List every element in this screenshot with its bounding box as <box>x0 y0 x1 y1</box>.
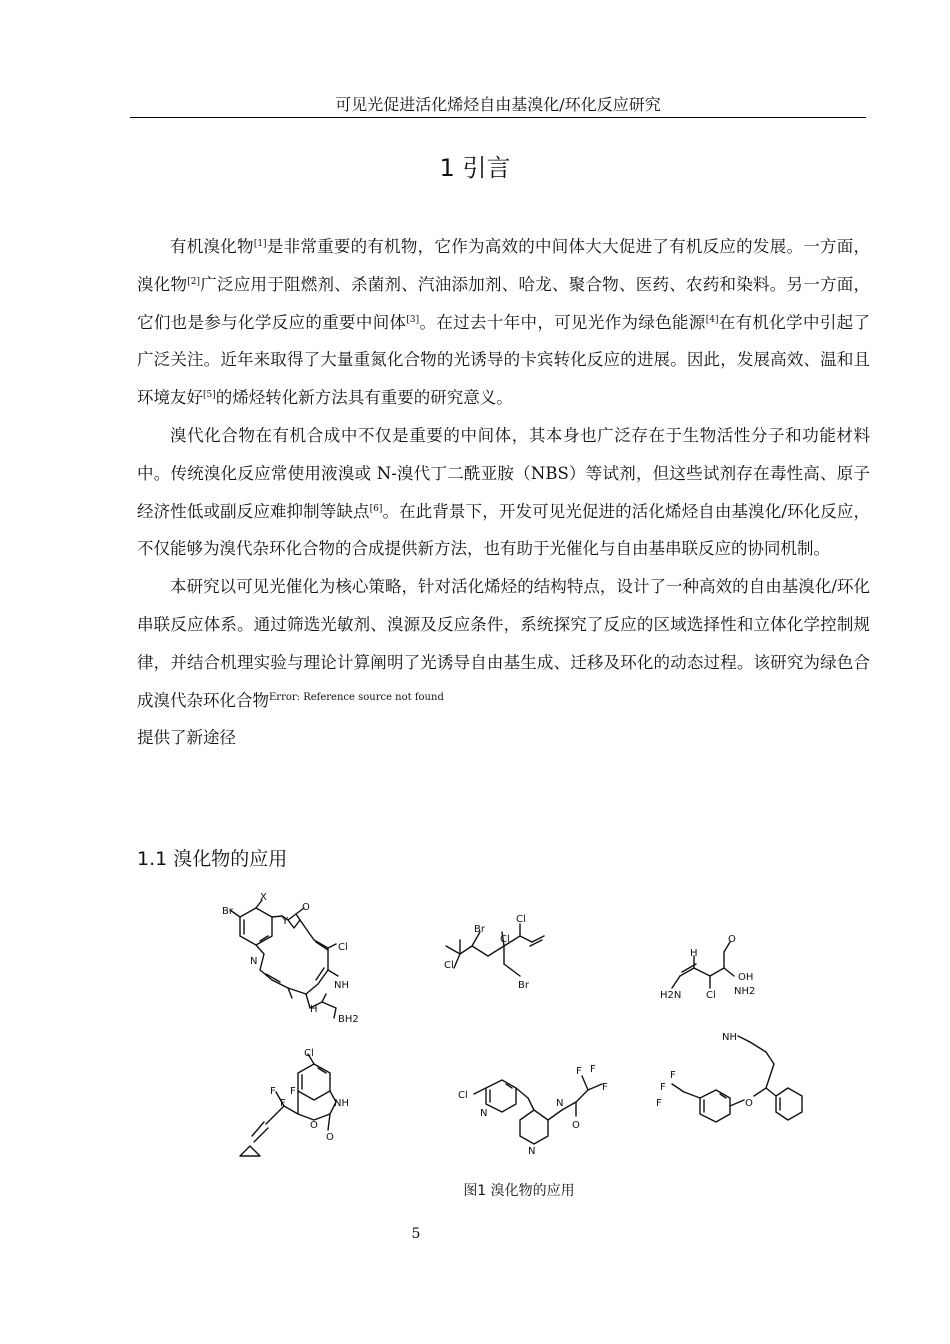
header-rule <box>130 117 866 118</box>
atom-label: Y <box>282 916 289 927</box>
atom-label: N <box>250 956 258 967</box>
molecule-benzoxazinone <box>240 1054 336 1156</box>
atom-label: Cl <box>338 942 348 953</box>
text-run: 。在过去十年中，可见光作为绿色能源 <box>419 312 706 332</box>
paragraph-2 <box>137 417 870 568</box>
atom-label: H <box>310 1004 318 1015</box>
atom-label: Cl <box>500 934 510 945</box>
citation-ref: [4] <box>705 314 719 325</box>
atom-label: OH <box>738 972 754 983</box>
atom-label: Br <box>222 906 233 917</box>
citation-ref: [3] <box>406 314 420 325</box>
body-text <box>137 228 870 757</box>
text-run: 的烯烃转化新方法具有重要的研究意义。 <box>215 388 513 408</box>
text-run: 。在此背景下，开发可见光促进的活化烯烃自由基溴化/环化反应，不仅能够为溴代杂环化合物的合成提供新方法，也有助于光催化与自由基串联反应的协同机制。 <box>137 501 871 559</box>
molecule-pyridine-derivative <box>474 1076 602 1144</box>
atom-label: O <box>310 1120 318 1131</box>
text-run: 在有机化学中引起了广泛关注。近年来取得了大量重氮化合物的光诱导的卡宾转化反应的进展。因此，发展高效、温和且环境友好 <box>137 312 871 408</box>
atom-label: Cl <box>304 1048 314 1059</box>
text-run: 是非常重要的有机物，它作为高效的中间体大大促进了有机反应的发展。一方面，溴化物 <box>137 237 871 294</box>
atom-label: F <box>670 1070 676 1081</box>
atom-label: O <box>326 1132 334 1143</box>
atom-label: Br <box>474 924 485 935</box>
atom-label: NH <box>334 980 349 991</box>
atom-label: F <box>590 1064 596 1075</box>
atom-label: Cl <box>458 1090 468 1101</box>
atom-label: X <box>260 892 267 903</box>
atom-label: O <box>302 902 310 913</box>
atom-label: F <box>660 1082 666 1093</box>
text-run: 溴代化合物在有机合成中不仅是重要的中间体，其本身也广泛存在于生物活性分子和功能材料中。传统溴化反应常使用液溴或 N-溴代丁二酰亚胺（NBS）等试剂，但这些试剂存在毒性高、原子经济性低或副反应难抑制等缺点 <box>137 425 870 521</box>
atom-label: N <box>480 1108 488 1119</box>
atom-label: NH2 <box>734 986 756 997</box>
citation-ref: [5] <box>203 390 216 401</box>
reference-error: Error: Reference source not found <box>269 691 444 703</box>
bromide-structures-figure <box>210 884 810 1174</box>
citation-ref: [6] <box>369 503 383 514</box>
atom-label: O <box>745 1098 753 1109</box>
atom-label: O <box>572 1120 580 1131</box>
atom-label: BH2 <box>338 1014 359 1025</box>
atom-label: NH <box>722 1032 737 1043</box>
chapter-title: 1 引言 <box>439 154 511 182</box>
atom-label: NH <box>334 1098 349 1109</box>
atom-label: Cl <box>706 990 716 1001</box>
atom-label: Br <box>518 980 529 991</box>
molecule-fluoxetine <box>672 1036 802 1122</box>
atom-label: Cl <box>516 914 526 925</box>
atom-label: F <box>280 1098 286 1109</box>
atom-label: N <box>556 1098 564 1109</box>
atom-label: F <box>290 1086 296 1097</box>
chemical-structures <box>210 884 810 1174</box>
running-header: 可见光促进活化烯烃自由基溴化/环化反应研究 <box>335 95 661 114</box>
atom-label: F <box>270 1086 276 1097</box>
text-run: 提供了新途径 <box>137 728 236 748</box>
text-run: 有机溴化物 <box>170 237 254 256</box>
citation-ref: [2] <box>187 276 200 287</box>
atom-label: N <box>528 1146 536 1157</box>
molecule-amino-acid <box>672 942 734 988</box>
atom-label: Cl <box>444 960 454 971</box>
text-run: 本研究以可见光催化为核心策略，针对活化烯烃的结构特点，设计了一种高效的自由基溴化/环化串联反应体系。通过筛选光敏剂、溴源及反应条件，系统探究了反应的区域选择性和立体化学控制规律，并结合机理实验与理论计算阐明了光诱导自由基生成、迁移及环化的动态过程。该研究为绿色合成溴代杂环化合物 <box>137 577 870 710</box>
figure-caption: 图1 溴化物的应用 <box>463 1183 575 1199</box>
paragraph-3 <box>137 568 870 757</box>
atom-label: F <box>576 1066 582 1077</box>
atom-label: H <box>690 948 698 959</box>
section-title: 1.1 溴化物的应用 <box>137 848 288 870</box>
atom-label: F <box>602 1082 608 1093</box>
text-run: 广泛应用于阻燃剂、杀菌剂、汽油添加剂、哈龙、聚合物、医药、农药和染料。另一方面，它们也是参与化学反应的重要中间体 <box>137 274 870 332</box>
citation-ref: [1] <box>253 239 267 249</box>
paragraph-1 <box>137 228 870 417</box>
atom-label: F <box>656 1098 662 1109</box>
atom-label: H2N <box>660 990 682 1001</box>
page-number: 5 <box>411 1226 421 1242</box>
molecule-halogenated-terpene <box>446 924 544 976</box>
atom-label: O <box>728 934 736 945</box>
